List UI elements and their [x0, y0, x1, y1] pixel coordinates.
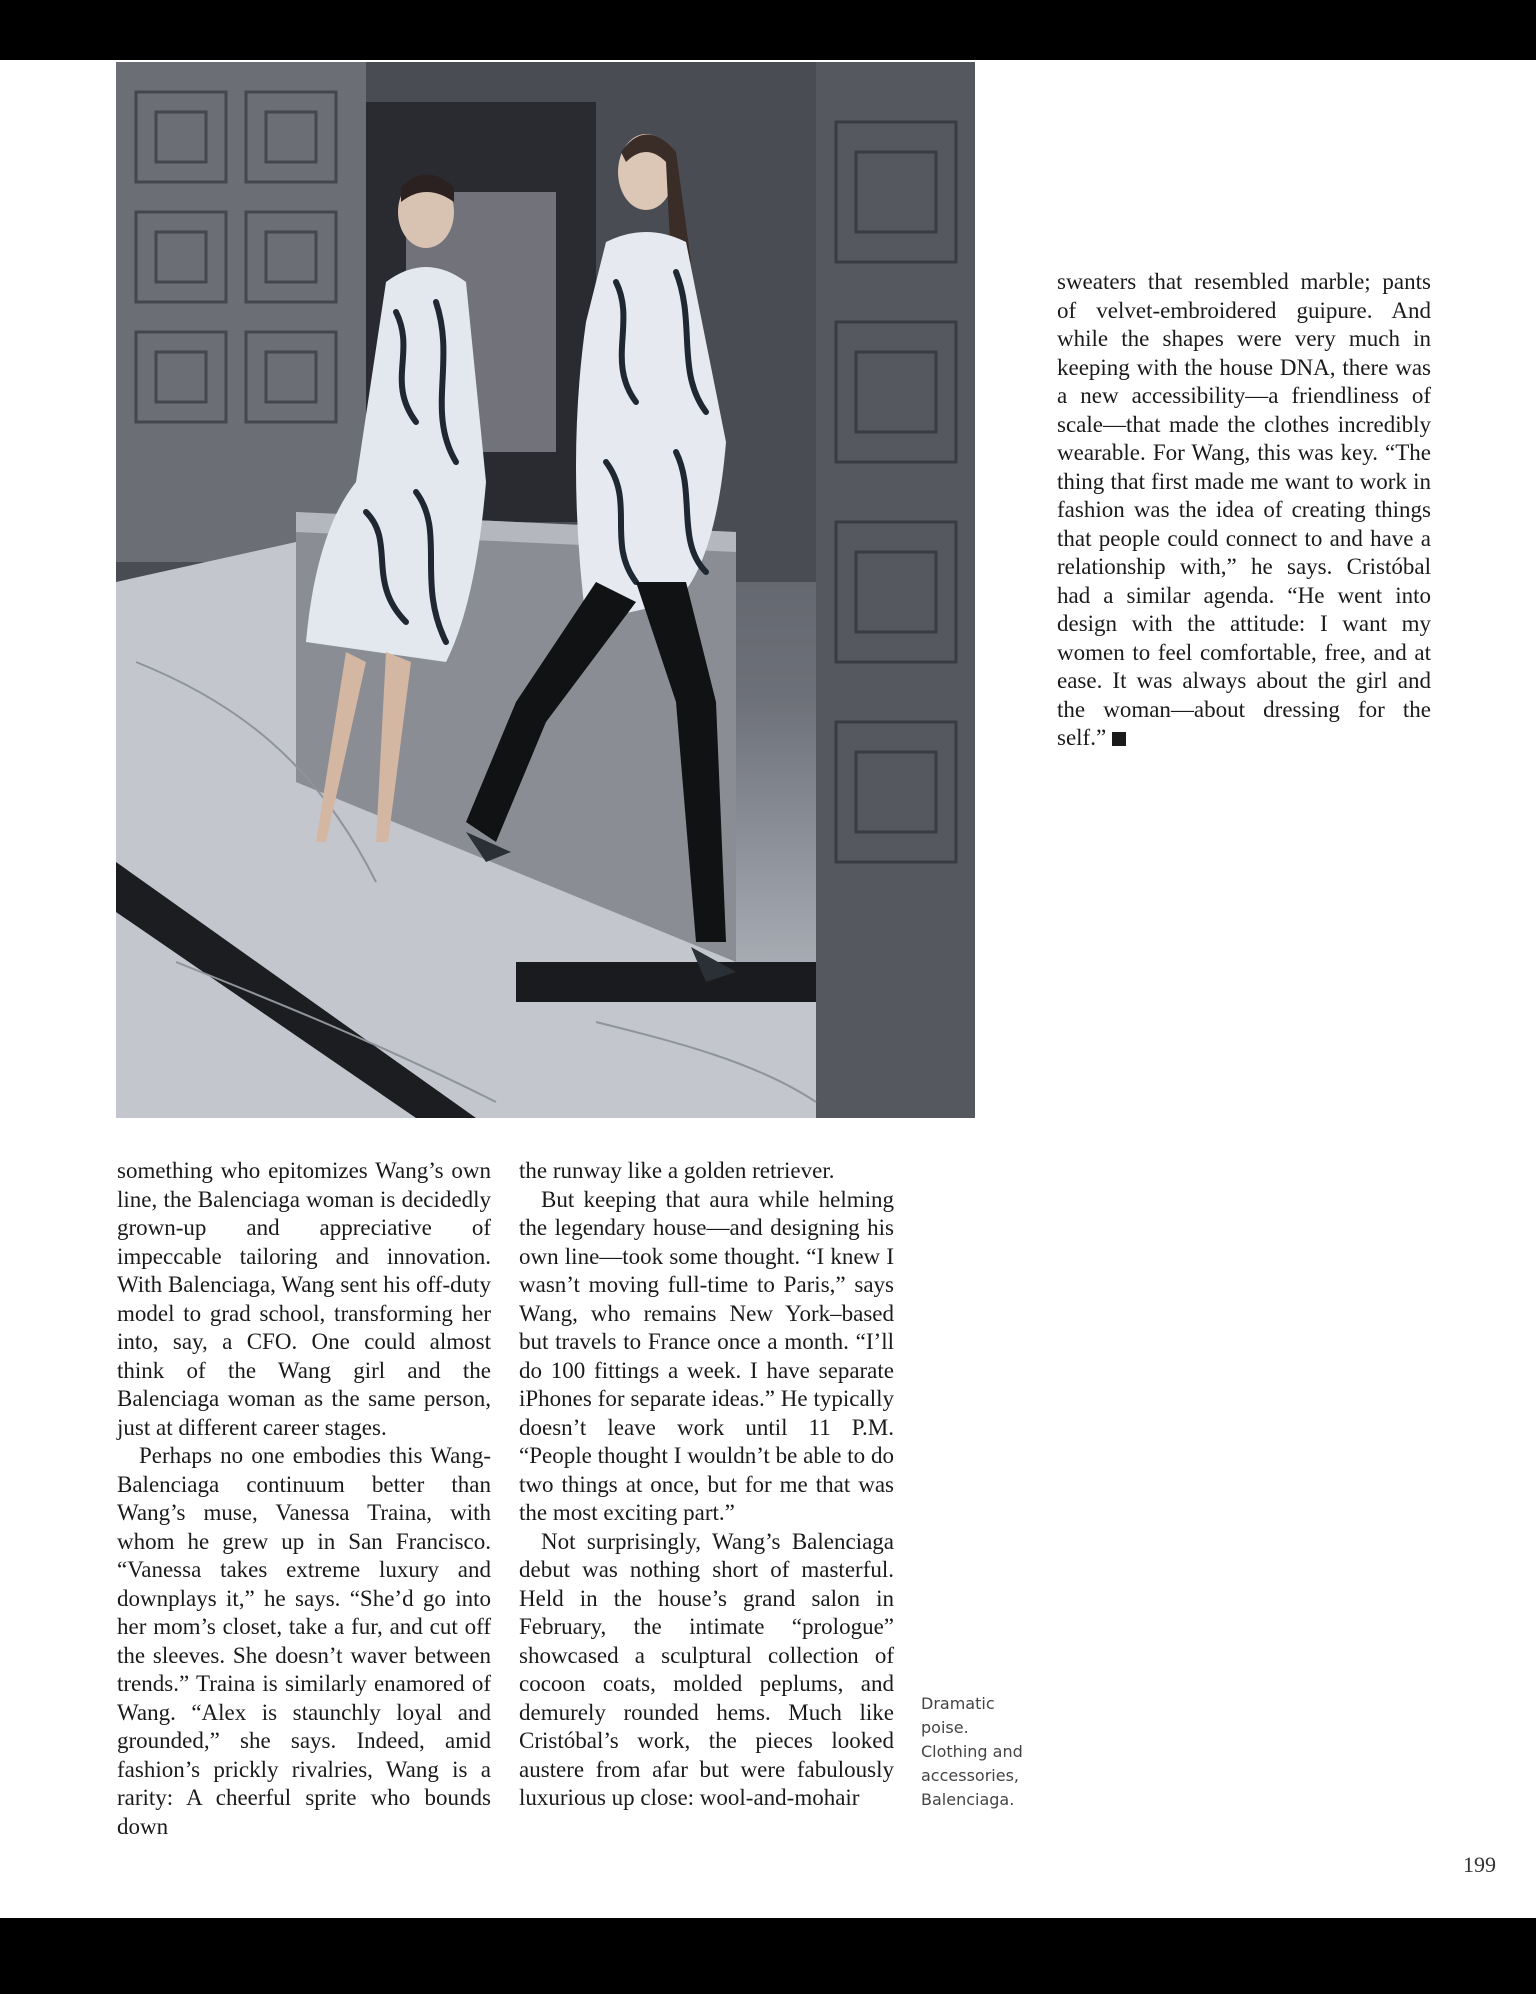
caption-line: accessories, [921, 1766, 1019, 1785]
bottom-black-bar [0, 1918, 1536, 1994]
caption-line: poise. [921, 1718, 969, 1737]
article-column-middle [519, 1157, 894, 1813]
article-paragraph: the runway like a golden retriever. [519, 1158, 835, 1183]
article-column-left [117, 1157, 491, 1841]
top-black-bar [0, 0, 1536, 60]
article-paragraph: Perhaps no one embodies this Wang-Balenciaga continuum better than Wang’s muse, Vanessa Traina, with whom he grew up in San Francisco. “Vanessa takes extreme luxury and downplays it,” he says. “She’d go into her mom’s closet, take a fur, and cut off the sleeves. She doesn’t waver between trends.” Traina is similarly enamored of Wang. “Alex is staunchly loyal and grounded,” she says. Indeed, amid fashion’s prickly rivalries, Wang is a rarity: A cheerful sprite who bounds down [117, 1443, 491, 1839]
caption-line: Clothing and [921, 1742, 1023, 1761]
article-column-right [1057, 268, 1431, 753]
article-paragraph: something who epitomizes Wang’s own line, the Balenciaga woman is decidedly grown-up and appreciative of impeccable tailoring and innovation. With Balenciaga, Wang sent his off-duty model to grad school, transforming her into, say, a CFO. One could almost think of the Wang girl and the Balenciaga woman as the same person, just at different career stages. [117, 1158, 491, 1440]
caption-line: Dramatic [921, 1694, 995, 1713]
article-paragraph: But keeping that aura while helming the legendary house—and designing his own line—took some thought. “I knew I wasn’t moving full-time to Paris,” says Wang, who remains New York–based but travels to France once a month. “I’ll do 100 fittings a week. I have separate iPhones for separate ideas.” He typically doesn’t leave work until 11 P.M. “People thought I wouldn’t be able to do two things at once, but for me that was the most exciting part.” [519, 1186, 894, 1525]
caption-line: Balenciaga. [921, 1790, 1015, 1809]
photo-caption [921, 1692, 1036, 1812]
article-paragraph: Not surprisingly, Wang’s Balenciaga debut was nothing short of masterful. Held in the house’s grand salon in February, the intimate “prologue” showcased a sculptural collection of cocoon coats, molded peplums, and demurely rounded hems. Much like Cristóbal’s work, the pieces looked austere from afar but were fabulously luxurious up close: wool-and-mohair [519, 1528, 894, 1810]
fashion-photo-icon [116, 62, 975, 1118]
article-paragraph: sweaters that resembled marble; pants of velvet-embroidered guipure. And while the shapes were very much in keeping with the house DNA, there was a new accessibility—a friendliness of scale—that made the clothes incredibly wearable. For Wang, this was key. “The thing that first made me want to work in fashion was the idea of creating things that people could connect to and have a relationship with,” he says. Cristóbal had a similar agenda. “He went into design with the attitude: I want my women to feel comfortable, free, and at ease. It was always about the girl and the woman—about dressing for the self.” [1057, 269, 1431, 750]
page-number: 199 [1463, 1852, 1496, 1877]
end-mark-icon [1112, 732, 1126, 746]
fashion-photo [116, 62, 975, 1118]
